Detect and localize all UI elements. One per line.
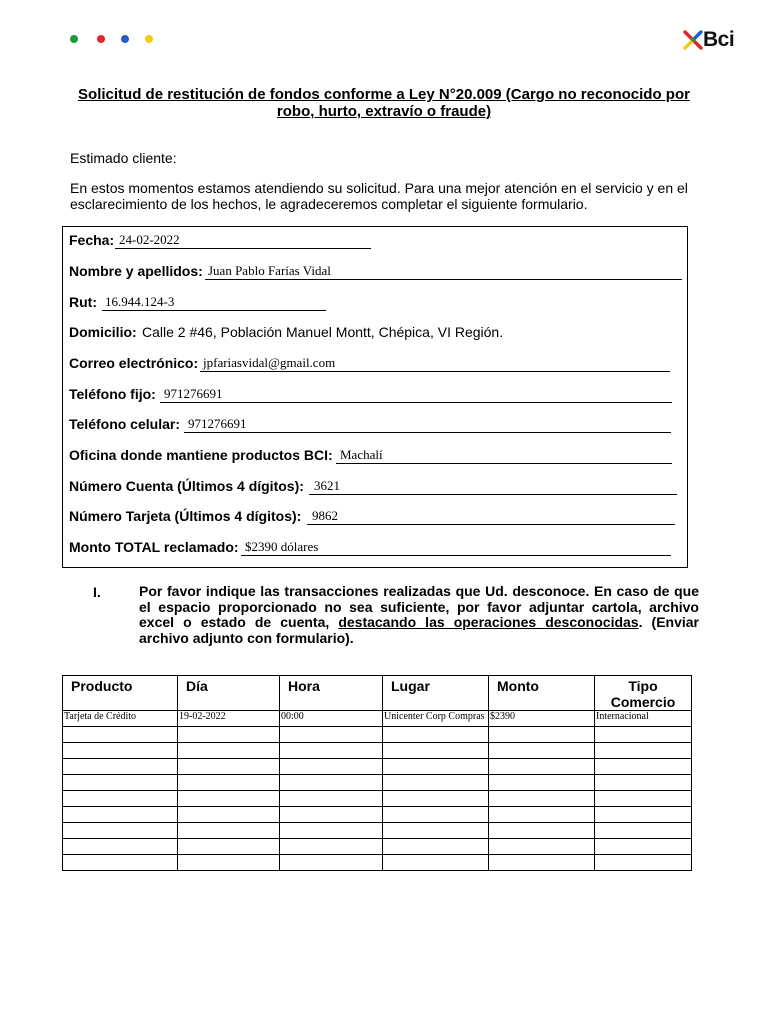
table-row — [63, 855, 692, 871]
cell-tipo-comercio[interactable] — [595, 807, 692, 823]
table-row — [63, 807, 692, 823]
cell-monto[interactable] — [489, 855, 595, 871]
table-row — [63, 791, 692, 807]
cell-producto[interactable] — [63, 791, 178, 807]
nombre-line — [205, 279, 682, 280]
document-title: Solicitud de restitución de fondos conforme a Ley N°20.009 (Cargo no reconocido por robo, hurto, extravío o fraude) — [78, 86, 690, 120]
header-hora: Hora — [280, 676, 383, 711]
monto-value[interactable]: $2390 dólares — [245, 539, 319, 554]
cell-dia[interactable] — [178, 855, 280, 871]
cell-producto[interactable] — [63, 759, 178, 775]
table-row — [63, 775, 692, 791]
cell-dia[interactable] — [178, 791, 280, 807]
cell-tipo-comercio[interactable] — [595, 743, 692, 759]
tel-fijo-line — [160, 402, 672, 403]
header-monto: Monto — [489, 676, 595, 711]
tarjeta-line — [307, 524, 675, 525]
cell-lugar[interactable] — [383, 759, 489, 775]
greeting: Estimado cliente: — [70, 150, 177, 166]
rut-line — [102, 310, 326, 311]
bci-logo — [683, 28, 743, 52]
dot-yellow — [145, 35, 153, 43]
tel-celular-label: Teléfono celular: — [69, 416, 180, 432]
cell-dia[interactable] — [178, 743, 280, 759]
cell-producto[interactable] — [63, 727, 178, 743]
cell-producto[interactable]: Tarjeta de Crédito — [63, 711, 178, 727]
cell-dia[interactable] — [178, 823, 280, 839]
table-row — [63, 759, 692, 775]
cell-lugar[interactable] — [383, 727, 489, 743]
intro-paragraph: En estos momentos estamos atendiendo su solicitud. Para una mejor atención en el servicio y en el esclarecimiento de los hechos, le agradeceremos completar el siguiente formulario. — [70, 180, 688, 212]
cell-monto[interactable] — [489, 791, 595, 807]
cell-producto[interactable] — [63, 823, 178, 839]
cell-lugar[interactable] — [383, 823, 489, 839]
domicilio-label: Domicilio: — [69, 324, 137, 340]
logo-text: Bci — [703, 28, 735, 51]
cell-tipo-comercio[interactable] — [595, 823, 692, 839]
cuenta-value[interactable]: 3621 — [314, 478, 340, 493]
cell-monto[interactable]: $2390 — [489, 711, 595, 727]
cell-producto[interactable] — [63, 855, 178, 871]
cell-hora[interactable] — [280, 727, 383, 743]
oficina-line — [336, 463, 672, 464]
cell-producto[interactable] — [63, 743, 178, 759]
cell-lugar[interactable] — [383, 791, 489, 807]
tarjeta-value[interactable]: 9862 — [312, 508, 338, 523]
table-row — [63, 711, 692, 727]
nombre-value[interactable]: Juan Pablo Farías Vidal — [208, 263, 331, 278]
nombre-label: Nombre y apellidos: — [69, 263, 203, 279]
section-text-underlined: destacando las operaciones desconocidas — [338, 614, 639, 630]
cell-lugar[interactable] — [383, 743, 489, 759]
table-row — [63, 727, 692, 743]
cell-hora[interactable] — [280, 855, 383, 871]
correo-label: Correo electrónico: — [69, 355, 199, 371]
monto-line — [241, 555, 671, 556]
tel-fijo-label: Teléfono fijo: — [69, 386, 156, 402]
cell-hora[interactable] — [280, 839, 383, 855]
cell-monto[interactable] — [489, 839, 595, 855]
cell-dia[interactable] — [178, 759, 280, 775]
cell-hora[interactable] — [280, 775, 383, 791]
cell-tipo-comercio[interactable] — [595, 727, 692, 743]
tel-fijo-value[interactable]: 971276691 — [164, 386, 223, 401]
cuenta-line — [309, 494, 677, 495]
cell-tipo-comercio[interactable] — [595, 759, 692, 775]
dot-green — [70, 35, 78, 43]
fecha-line — [115, 248, 371, 249]
oficina-value[interactable]: Machalí — [340, 447, 383, 462]
tel-celular-value[interactable]: 971276691 — [188, 416, 247, 431]
cell-producto[interactable] — [63, 839, 178, 855]
cell-hora[interactable] — [280, 759, 383, 775]
table-row — [63, 823, 692, 839]
tel-celular-line — [184, 432, 671, 433]
cell-hora[interactable] — [280, 743, 383, 759]
section-instructions — [139, 584, 699, 646]
rut-value[interactable]: 16.944.124-3 — [105, 294, 175, 309]
section-number: I. — [93, 584, 101, 600]
header-dia: Día — [178, 676, 280, 711]
cell-monto[interactable] — [489, 823, 595, 839]
bci-x-icon — [683, 30, 703, 50]
cell-lugar[interactable] — [383, 807, 489, 823]
cell-tipo-comercio[interactable] — [595, 839, 692, 855]
cell-hora[interactable] — [280, 823, 383, 839]
table-body — [63, 711, 692, 871]
cell-dia[interactable]: 19-02-2022 — [178, 711, 280, 727]
header-lugar: Lugar — [383, 676, 489, 711]
rut-label: Rut: — [69, 294, 97, 310]
cell-dia[interactable] — [178, 727, 280, 743]
cell-monto[interactable] — [489, 807, 595, 823]
cell-dia[interactable] — [178, 807, 280, 823]
domicilio-value[interactable]: Calle 2 #46, Población Manuel Montt, Chépica, VI Región. — [142, 324, 504, 340]
cell-lugar[interactable] — [383, 775, 489, 791]
table-header-row — [63, 676, 692, 711]
cell-monto[interactable] — [489, 775, 595, 791]
cell-monto[interactable] — [489, 727, 595, 743]
dot-red — [97, 35, 105, 43]
dot-blue — [121, 35, 129, 43]
cell-tipo-comercio[interactable] — [595, 791, 692, 807]
section-text-2: . (Enviar archivo adjunto con formulario). — [139, 614, 699, 646]
cell-hora[interactable]: 00:00 — [280, 711, 383, 727]
tarjeta-label: Número Tarjeta (Últimos 4 dígitos): — [69, 508, 302, 524]
table-row — [63, 743, 692, 759]
cell-tipo-comercio[interactable] — [595, 855, 692, 871]
correo-line — [200, 371, 670, 372]
cell-dia[interactable] — [178, 839, 280, 855]
cell-lugar[interactable] — [383, 855, 489, 871]
section-text-1: Por favor indique las transacciones realizadas que Ud. desconoce. En caso de que el espacio proporcionado no sea suficiente, por favor adjuntar cartola, archivo excel o estado de cuenta, — [139, 583, 699, 630]
monto-label: Monto TOTAL reclamado: — [69, 539, 239, 555]
correo-value[interactable]: jpfariasvidal@gmail.com — [203, 355, 336, 370]
cell-lugar[interactable]: Unicenter Corp Compras — [383, 711, 489, 727]
cell-hora[interactable] — [280, 791, 383, 807]
table-row — [63, 839, 692, 855]
cell-tipo-comercio[interactable] — [595, 775, 692, 791]
cuenta-label: Número Cuenta (Últimos 4 dígitos): — [69, 478, 304, 494]
cell-tipo-comercio[interactable]: Internacional — [595, 711, 692, 727]
oficina-label: Oficina donde mantiene productos BCI: — [69, 447, 333, 463]
header-tipo-comercio: Tipo Comercio — [595, 676, 692, 711]
fecha-value[interactable]: 24-02-2022 — [119, 232, 180, 247]
cell-hora[interactable] — [280, 807, 383, 823]
cell-producto[interactable] — [63, 775, 178, 791]
cell-lugar[interactable] — [383, 839, 489, 855]
cell-monto[interactable] — [489, 759, 595, 775]
fecha-label: Fecha: — [69, 232, 115, 248]
cell-producto[interactable] — [63, 807, 178, 823]
cell-monto[interactable] — [489, 743, 595, 759]
header-producto: Producto — [63, 676, 178, 711]
transactions-table — [62, 675, 692, 871]
cell-dia[interactable] — [178, 775, 280, 791]
